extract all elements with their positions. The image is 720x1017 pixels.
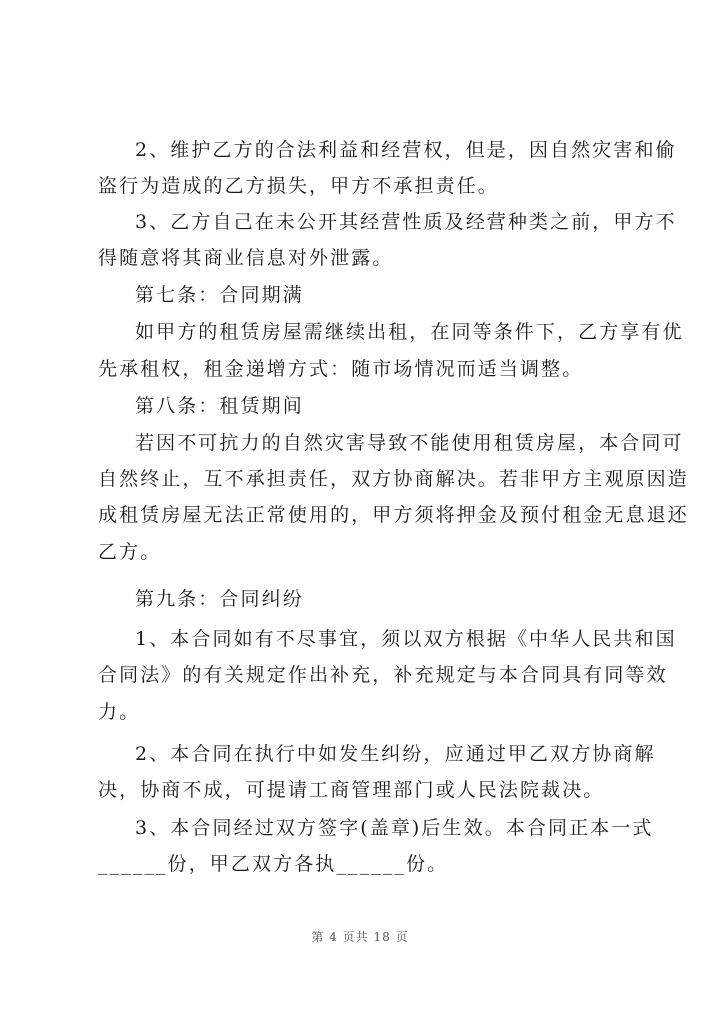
clause-6-item-3-line-2: 得随意将其商业信息对外泄露。 [98, 247, 394, 269]
clause-7-heading: 第七条：合同期满 [135, 284, 304, 306]
clause-9-item-2-line-2: 决，协商不成，可提请工商管理部门或人民法院裁决。 [98, 779, 605, 801]
clause-8-body-line-3: 成租赁房屋无法正常使用的，甲方须将押金及预付租金无息退还 [98, 504, 689, 526]
clause-7-body-line-2: 先承租权，租金递增方式：随市场情况而适当调整。 [98, 358, 584, 380]
clause-8-body-line-2: 自然终止，互不承担责任，双方协商解决。若非甲方主观原因造 [98, 468, 689, 490]
clause-9-item-1-line-2: 合同法》的有关规定作出补充，补充规定与本合同具有同等效 [98, 664, 668, 686]
clause-7-body-line-1: 如甲方的租赁房屋需继续出租，在同等条件下，乙方享有优 [135, 321, 684, 343]
clause-8-body-line-1: 若因不可抗力的自然灾害导致不能使用租赁房屋，本合同可 [135, 432, 684, 454]
clause-9-item-3-line-1: 3、本合同经过双方签字(盖章)后生效。本合同正本一式 [135, 817, 654, 839]
clause-8-heading: 第八条：租赁期间 [135, 395, 304, 417]
clause-6-item-2-line-2: 盗行为造成的乙方损失，甲方不承担责任。 [98, 175, 499, 197]
clause-6-item-2-line-1: 2、维护乙方的合法利益和经营权，但是，因自然灾害和偷 [135, 139, 677, 161]
clause-9-heading: 第九条：合同纠纷 [135, 588, 304, 610]
clause-9-item-2-line-1: 2、本合同在执行中如发生纠纷，应通过甲乙双方协商解 [135, 743, 656, 765]
clause-8-body-line-4: 乙方。 [98, 541, 162, 563]
clause-9-item-1-line-1: 1、本合同如有不尽事宜，须以双方根据《中华人民共和国 [135, 628, 677, 650]
clause-6-item-3-line-1: 3、乙方自己在未公开其经营性质及经营种类之前，甲方不 [135, 211, 677, 233]
clause-9-item-1-line-3: 力。 [98, 701, 141, 723]
clause-9-item-3-line-2: ______份，甲乙双方各执______份。 [98, 853, 449, 875]
page-number-footer: 第 4 页共 18 页 [311, 930, 409, 944]
